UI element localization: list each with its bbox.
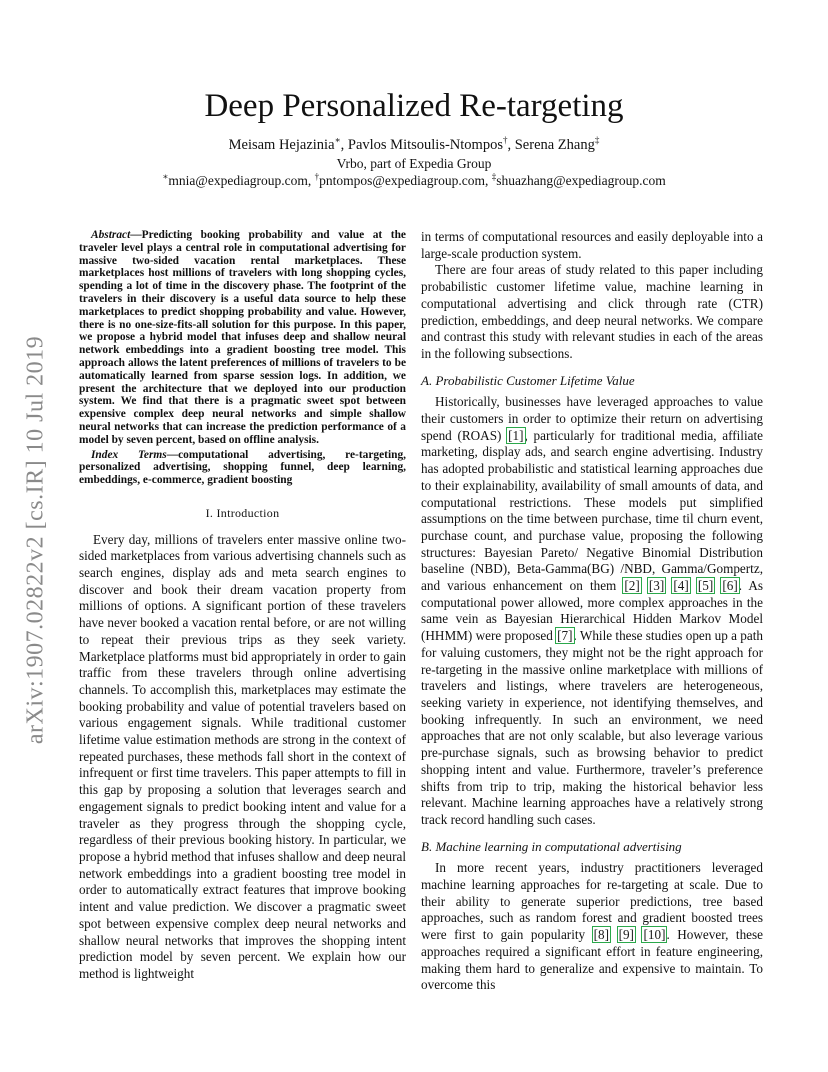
intro-paragraph-2: There are four areas of study related to this paper including probabilistic customer lifetime value, machine learning in computational advertising and click through rate (CTR) prediction, embeddings, and deep neural networks. We compare and contrast this study with relevant studies in each of the areas in the following subsections. [421,262,763,361]
citation-link[interactable]: [8] [593,927,610,943]
text-run: . While these studies open up a path for valuing customers, they might not be the right approach for re-targeting in the massive online marketplace with millions of travelers and listings, where travelers are heterogeneous, seeking variety in experience, not identifying themselves, and booking infrequently. In such an environment, we need approaches that are not only scalable, but also leverage various pre-purchase signals, such as browsing behavior to predict shopping intent and value. Furthermore, traveler’s preference shifts from trip to trip, making the historical behavior less relevant. Machine learning approaches have a relatively strong track record handling such cases. [421,628,763,827]
citation-link[interactable]: [1] [508,427,524,443]
author-name: Serena Zhang [514,137,595,153]
author-mark: ∗ [334,135,341,146]
author-mark: ‡ [594,135,600,146]
author-name: Pavlos Mitsoulis-Ntompos [347,137,503,153]
section-heading-introduction: I. Introduction [205,505,280,520]
text-run: , particularly for traditional media, affiliate marketing, display ads, and search engine advertising. Industry has adopted probabilistic and statistical learning approaches due to their explainability, availability of small amounts of data, and computational restrictions. These models put simplified assumptions on the time between purchase, time til churn event, purchase count, and purchase value, proposing the following structures: Bayesian Pareto/ Negative Binomial Distribution baseline (NBD), Beta-Gamma(BG) /NBD, Gamma/Gompertz, and various enhancement on them [421,427,763,594]
left-column [79,229,406,983]
abstract-text: —Predicting booking probability and value at the traveler level plays a central role in computational advertising for massive two-sided vacation rental marketplaces. These marketplaces host millions of travelers with long shopping cycles, spending a lot of time in the discovery phase. The footprint of the travelers in their discovery is a useful data source to help these marketplaces to predict shopping probability and value. However, there is no one-size-fits-all solution for this purpose. In this paper, we propose a hybrid model that infuses deep and shallow neural network embeddings into a gradient boosting tree model. This approach allows the latent preferences of millions of travelers to be automatically learned from sparse session logs. In addition, we present the architecture that we deployed into our production system. We find that there is a pragmatic sweet spot between expensive complex deep neural networks and simple shallow neural networks that can increase the prediction performance of a model by seven percent, based on offline analysis. [79,229,406,446]
text-run: . However, these approaches required a significant effort in feature engineering, making them hard to generalize and expensive to maintain. To overcome this [421,927,764,993]
right-column [421,229,763,994]
author-mark: † [502,135,508,146]
intro-paragraph-1: Every day, millions of travelers enter massive online two-sided marketplaces from various advertising channels such as search engines, display ads and meta search engines to discover and book their dream vacation property from millions of options. A significant portion of these travelers have never booked a vacation rental before, or are not willing to repeat their previous trips as they seek variety. Marketplace platforms must bid appropriately in order to gain traffic from these travelers through online advertising channels. To accomplish this, marketplaces may estimate the booking probability and value of potential travelers based on various engagement signals. While traditional customer lifetime value estimation methods are strong in the context of repeated purchases, these methods fall short in the context of infrequent or first time travelers. This paper attempts to fill in this gap by proposing a solution that leverages search and engagement signals to predict booking intent and value for a traveler as they progress through the shopping cycle, regardless of their previous booking history. In particular, we propose a hybrid method that infuses shallow and deep neural network embeddings into a gradient boosting tree model in order to automatically extract features that improve booking intent and value prediction. We discover a pragmatic sweet spot between expensive complex deep neural networks and shallow neural networks that improves the shopping intent prediction model by seven percent. We explain how our method is lightweight [79,531,406,981]
section-a-paragraph [421,394,763,828]
author-mark: ∗ [162,171,169,182]
text-run: . As computational power allowed, more complex approaches in the same vein as Bayesian Hierarchical Hidden Markov Model (HHMM) were proposed [421,578,764,644]
citation-link[interactable]: [5] [697,578,714,594]
subsection-heading-a: A. Probabilistic Customer Lifetime Value [421,372,635,388]
citation-link[interactable]: [3] [648,578,665,594]
abstract [79,229,406,447]
affiliation: Vrbo, part of Expedia Group [336,156,492,171]
citation-link[interactable]: [2] [624,578,640,594]
index-terms-text: —computational advertising, re-targeting, personalized advertising, shopping funnel, deep learning, embeddings, e-commerce, gradient boosting [79,448,406,487]
index-terms-label: Index Terms [91,448,167,461]
intro-paragraph-1-continued: in terms of computational resources and easily deployable into a large-scale production system. [421,229,763,261]
author-mark: † [314,171,320,182]
arxiv-stamp: arXiv:1907.02822v2 [cs.IR] 10 Jul 2019 [22,335,49,745]
index-terms [79,449,406,487]
email-list [0,173,828,189]
author-name: Meisam Hejazinia [228,137,335,153]
email: mnia@expediagroup.com, [168,173,312,188]
email: pntompos@expediagroup.com, [319,173,489,188]
email: shuazhang@expediagroup.com [496,173,666,188]
citation-link[interactable]: [7] [557,628,573,644]
text-run: Historically, businesses have leveraged approaches to value their customers in order to optimize their return on advertising spend (ROAS) [421,394,763,443]
text-run: In more recent years, industry practitioners leveraged machine learning approaches for re-targeting at scale. Due to their ability to generate superior predictions, tree based approaches, such as random forest and gradient boosted trees were first to gain popularity [421,860,763,943]
citation-link[interactable]: [4] [673,578,689,594]
paper-title: Deep Personalized Re-targeting [204,88,624,125]
citation-link[interactable]: [10] [643,927,666,943]
author-mark: ‡ [491,171,497,182]
citation-link[interactable]: [6] [722,578,738,594]
section-b-paragraph [421,860,763,994]
author-list: Meisam Hejazinia∗, Pavlos Mitsoulis-Ntompos†, Serena Zhang‡ [228,135,600,153]
subsection-heading-b: B. Machine learning in computational advertising [421,838,682,854]
abstract-label: Abstract [91,229,131,241]
citation-link[interactable]: [9] [618,927,634,943]
